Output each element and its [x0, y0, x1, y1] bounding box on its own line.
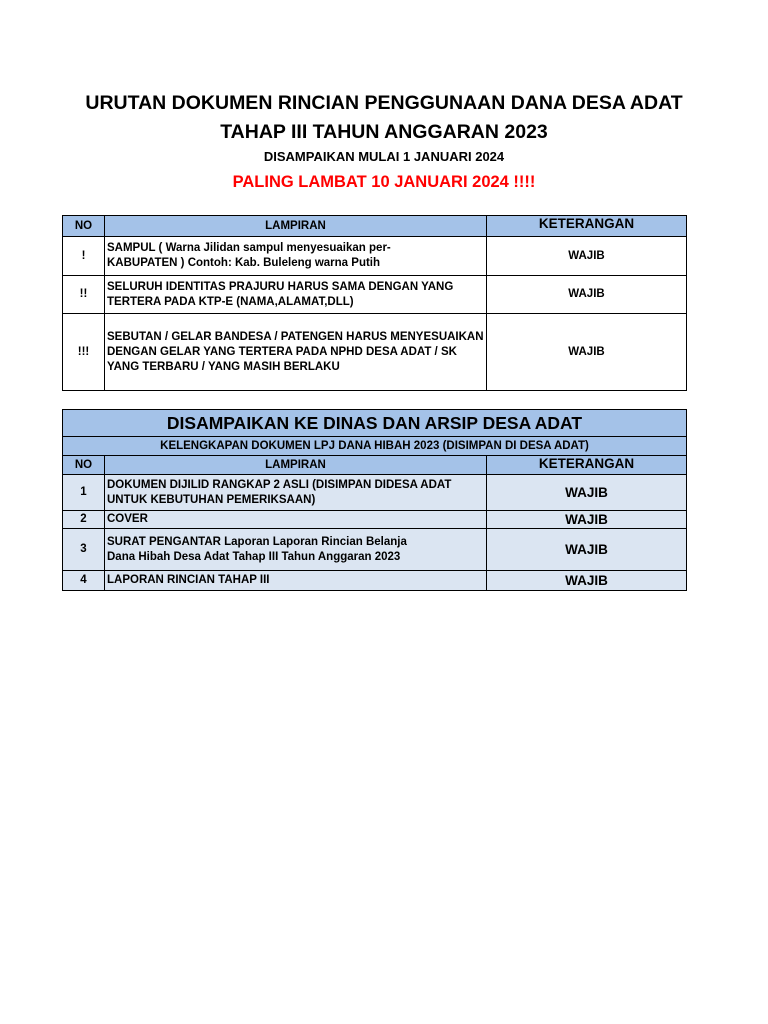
row-lampiran: SEBUTAN / GELAR BANDESA / PATENGEN HARUS MENYESUAIKAN DENGAN GELAR YANG TERTERA PADA NPHD DESA ADAT / SK YANG TERBARU / YANG MASIH BERLAKU [105, 314, 487, 391]
header-no: NO [63, 456, 105, 475]
row-lampiran: DOKUMEN DIJILID RANGKAP 2 ASLI (DISIMPAN DIDESA ADAT UNTUK KEBUTUHAN PEMERIKSAAN) [105, 475, 487, 511]
header-keterangan: KETERANGAN [487, 456, 687, 475]
table-header-row [63, 216, 687, 237]
row-keterangan: WAJIB [487, 237, 687, 276]
table-row [63, 475, 687, 511]
document-subtitle: DISAMPAIKAN MULAI 1 JANUARI 2024 [263, 149, 505, 164]
document-title-line1: URUTAN DOKUMEN RINCIAN PENGGUNAAN DANA DESA ADAT [85, 92, 683, 114]
header-lampiran: LAMPIRAN [105, 216, 487, 237]
row-lampiran: SELURUH IDENTITAS PRAJURU HARUS SAMA DENGAN YANG TERTERA PADA KTP-E (NAMA,ALAMAT,DLL) [105, 276, 487, 314]
deadline-notice: PALING LAMBAT 10 JANUARI 2024 !!!! [232, 173, 536, 191]
table-header-row [63, 456, 687, 475]
row-lampiran: LAPORAN RINCIAN TAHAP III [105, 571, 487, 591]
table-row [63, 237, 687, 276]
row-no: ! [63, 237, 105, 276]
submission-table [62, 409, 687, 591]
row-lampiran: SAMPUL ( Warna Jilidan sampul menyesuaikan per- KABUPATEN ) Contoh: Kab. Buleleng warna Putih [105, 237, 487, 276]
row-keterangan: WAJIB [487, 511, 687, 529]
requirements-table [62, 215, 687, 391]
document-title-line2: TAHAP III TAHUN ANGGARAN 2023 [220, 121, 548, 143]
row-keterangan: WAJIB [487, 475, 687, 511]
row-lampiran: SURAT PENGANTAR Laporan Laporan Rincian Belanja Dana Hibah Desa Adat Tahap III Tahun Anggaran 2023 [105, 529, 487, 571]
row-no: !! [63, 276, 105, 314]
table-row [63, 571, 687, 591]
table-row [63, 276, 687, 314]
header-keterangan: KETERANGAN [487, 216, 687, 237]
row-no: 3 [63, 529, 105, 571]
section-subtitle: KELENGKAPAN DOKUMEN LPJ DANA HIBAH 2023 (DISIMPAN DI DESA ADAT) [63, 437, 687, 456]
row-no: !!! [63, 314, 105, 391]
row-lampiran: COVER [105, 511, 487, 529]
header-no: NO [63, 216, 105, 237]
table-row [63, 314, 687, 391]
row-keterangan: WAJIB [487, 276, 687, 314]
section-title-row [63, 410, 687, 437]
section-subtitle-row [63, 437, 687, 456]
row-keterangan: WAJIB [487, 314, 687, 391]
row-keterangan: WAJIB [487, 529, 687, 571]
row-no: 4 [63, 571, 105, 591]
row-keterangan: WAJIB [487, 571, 687, 591]
row-no: 1 [63, 475, 105, 511]
table-row [63, 529, 687, 571]
section-title: DISAMPAIKAN KE DINAS DAN ARSIP DESA ADAT [63, 410, 687, 437]
table-row [63, 511, 687, 529]
row-no: 2 [63, 511, 105, 529]
header-lampiran: LAMPIRAN [105, 456, 487, 475]
